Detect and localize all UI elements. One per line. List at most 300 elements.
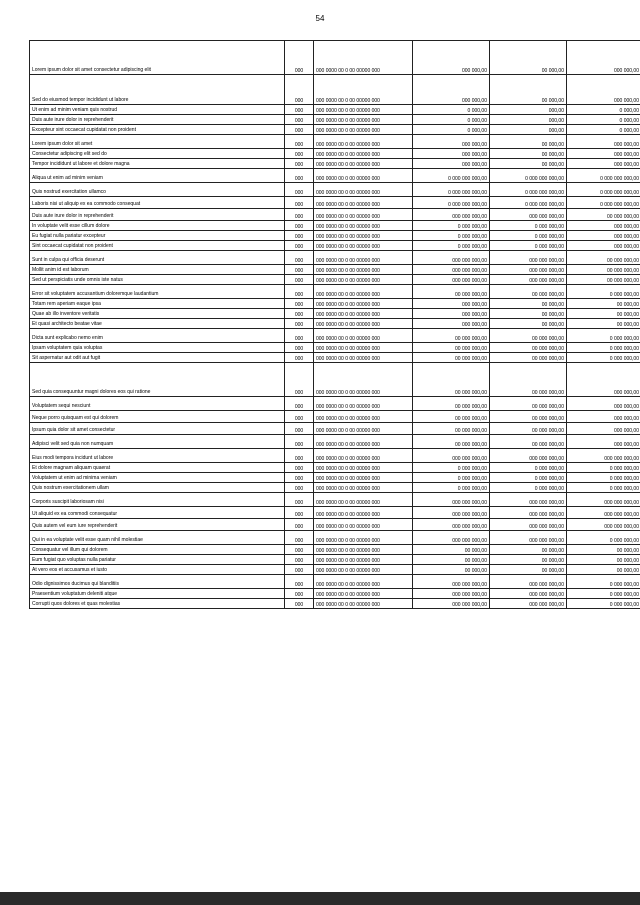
row-kbk-cell: 000 0000 00 0 00 00000 000 (314, 589, 413, 599)
row-code-cell: 000 (285, 115, 314, 125)
row-value-1-cell: 000 000 000,00 (413, 519, 490, 531)
row-value-3-cell: 00 000,00 (567, 565, 640, 575)
table-row (30, 265, 640, 275)
row-kbk-cell: 000 0000 00 0 00 00000 000 (314, 149, 413, 159)
row-code-cell: 000 (285, 135, 314, 149)
row-value-1-cell: 000 000 000,00 (413, 531, 490, 545)
row-kbk-cell: 000 0000 00 0 00 00000 000 (314, 125, 413, 135)
row-value-3-cell: 0 000 000 000,00 (567, 183, 640, 197)
row-code-cell: 000 (285, 309, 314, 319)
row-value-3-cell: 0 000 000,00 (567, 329, 640, 343)
row-value-2-cell: 00 000,00 (490, 159, 567, 169)
row-value-3-cell: 0 000 000 000,00 (567, 197, 640, 209)
row-kbk-cell: 000 0000 00 0 00 00000 000 (314, 41, 413, 75)
row-value-3-cell: 00 000 000,00 (567, 275, 640, 285)
row-name-cell: Duis aute irure dolor in reprehenderit (30, 115, 285, 125)
row-value-3-cell: 000 000 000,00 (567, 519, 640, 531)
row-value-2-cell: 00 000,00 (490, 555, 567, 565)
row-value-3-cell: 0 000 000,00 (567, 589, 640, 599)
row-code-cell: 000 (285, 169, 314, 183)
row-value-2-cell: 000 000 000,00 (490, 599, 567, 609)
row-value-3-cell: 000 000,00 (567, 135, 640, 149)
row-value-3-cell: 00 000,00 (567, 299, 640, 309)
row-kbk-cell: 000 0000 00 0 00 00000 000 (314, 463, 413, 473)
table-row (30, 565, 640, 575)
row-kbk-cell: 000 0000 00 0 00 00000 000 (314, 285, 413, 299)
row-kbk-cell: 000 0000 00 0 00 00000 000 (314, 411, 413, 423)
table-row (30, 411, 640, 423)
table-row (30, 449, 640, 463)
row-code-cell: 000 (285, 299, 314, 309)
row-value-2-cell: 00 000,00 (490, 545, 567, 555)
row-value-1-cell: 000 000 000,00 (413, 589, 490, 599)
table-row (30, 397, 640, 411)
row-code-cell: 000 (285, 397, 314, 411)
row-name-cell: Quae ab illo inventore veritatis (30, 309, 285, 319)
table-row (30, 599, 640, 609)
row-value-3-cell: 0 000,00 (567, 115, 640, 125)
row-kbk-cell: 000 0000 00 0 00 00000 000 (314, 241, 413, 251)
row-value-3-cell: 0 000,00 (567, 105, 640, 115)
table-row (30, 285, 640, 299)
row-value-3-cell: 0 000 000,00 (567, 575, 640, 589)
row-value-3-cell: 00 000 000,00 (567, 265, 640, 275)
row-kbk-cell: 000 0000 00 0 00 00000 000 (314, 135, 413, 149)
table-row (30, 507, 640, 519)
table-row (30, 363, 640, 397)
row-code-cell: 000 (285, 265, 314, 275)
row-value-2-cell: 00 000,00 (490, 565, 567, 575)
row-code-cell: 000 (285, 589, 314, 599)
table-row (30, 275, 640, 285)
row-name-cell: Laboris nisi ut aliquip ex ea commodo consequat (30, 197, 285, 209)
table-row (30, 41, 640, 75)
table-row (30, 463, 640, 473)
row-kbk-cell: 000 0000 00 0 00 00000 000 (314, 493, 413, 507)
row-value-1-cell: 0 000 000 000,00 (413, 169, 490, 183)
row-value-2-cell: 000 000 000,00 (490, 589, 567, 599)
row-name-cell: Sunt in culpa qui officia deserunt (30, 251, 285, 265)
row-value-1-cell: 00 000,00 (413, 545, 490, 555)
table-row (30, 531, 640, 545)
table-row (30, 209, 640, 221)
table-row (30, 473, 640, 483)
row-value-2-cell: 00 000 000,00 (490, 423, 567, 435)
row-value-3-cell: 0 000 000,00 (567, 353, 640, 363)
row-value-2-cell: 000 000 000,00 (490, 275, 567, 285)
scan-bottom-edge (0, 892, 640, 905)
row-kbk-cell: 000 0000 00 0 00 00000 000 (314, 209, 413, 221)
row-value-1-cell: 00 000 000,00 (413, 435, 490, 449)
row-kbk-cell: 000 0000 00 0 00 00000 000 (314, 575, 413, 589)
row-value-3-cell: 0 000 000 000,00 (567, 169, 640, 183)
row-value-3-cell: 000 000,00 (567, 159, 640, 169)
row-value-2-cell: 00 000,00 (490, 299, 567, 309)
row-value-3-cell: 0 000 000,00 (567, 483, 640, 493)
table-row (30, 329, 640, 343)
row-value-1-cell: 000 000 000,00 (413, 275, 490, 285)
row-value-3-cell: 000 000,00 (567, 363, 640, 397)
row-kbk-cell: 000 0000 00 0 00 00000 000 (314, 183, 413, 197)
row-value-2-cell: 0 000 000 000,00 (490, 183, 567, 197)
row-value-1-cell: 00 000 000,00 (413, 423, 490, 435)
row-code-cell: 000 (285, 493, 314, 507)
row-code-cell: 000 (285, 329, 314, 343)
row-name-cell: Et quasi architecto beatae vitae (30, 319, 285, 329)
row-value-1-cell: 00 000 000,00 (413, 353, 490, 363)
row-code-cell: 000 (285, 353, 314, 363)
row-code-cell: 000 (285, 555, 314, 565)
row-value-1-cell: 000 000,00 (413, 75, 490, 105)
row-value-1-cell: 0 000,00 (413, 125, 490, 135)
row-value-1-cell: 00 000 000,00 (413, 411, 490, 423)
row-kbk-cell: 000 0000 00 0 00 00000 000 (314, 545, 413, 555)
row-value-1-cell: 00 000 000,00 (413, 285, 490, 299)
row-value-2-cell: 0 000 000,00 (490, 221, 567, 231)
table-row (30, 125, 640, 135)
row-value-1-cell: 000 000,00 (413, 41, 490, 75)
row-value-1-cell: 0 000 000 000,00 (413, 183, 490, 197)
row-value-2-cell: 00 000 000,00 (490, 363, 567, 397)
table-row (30, 75, 640, 105)
row-value-2-cell: 000 000 000,00 (490, 265, 567, 275)
row-value-3-cell: 0 000,00 (567, 125, 640, 135)
row-value-2-cell: 0 000 000,00 (490, 231, 567, 241)
table-row (30, 353, 640, 363)
row-value-2-cell: 0 000 000 000,00 (490, 197, 567, 209)
row-kbk-cell: 000 0000 00 0 00 00000 000 (314, 599, 413, 609)
row-value-1-cell: 0 000 000,00 (413, 483, 490, 493)
row-code-cell: 000 (285, 435, 314, 449)
row-value-1-cell: 0 000 000,00 (413, 463, 490, 473)
row-value-2-cell: 00 000,00 (490, 41, 567, 75)
row-value-3-cell: 0 000 000,00 (567, 463, 640, 473)
row-value-2-cell: 000 000 000,00 (490, 209, 567, 221)
row-value-1-cell: 000 000,00 (413, 309, 490, 319)
row-name-cell: Duis aute irure dolor in reprehenderit (30, 209, 285, 221)
row-value-3-cell: 000 000,00 (567, 149, 640, 159)
row-kbk-cell: 000 0000 00 0 00 00000 000 (314, 353, 413, 363)
row-value-2-cell: 00 000 000,00 (490, 435, 567, 449)
row-value-1-cell: 000 000,00 (413, 135, 490, 149)
row-name-cell: Eum fugiat quo voluptas nulla pariatur (30, 555, 285, 565)
row-code-cell: 000 (285, 149, 314, 159)
row-name-cell: Sed ut perspiciatis unde omnis iste natus (30, 275, 285, 285)
row-name-cell: Voluptatem sequi nesciunt (30, 397, 285, 411)
row-value-3-cell: 000 000,00 (567, 435, 640, 449)
row-name-cell: Consequatur vel illum qui dolorem (30, 545, 285, 555)
page-number: 54 (315, 14, 325, 23)
row-value-3-cell: 000 000 000,00 (567, 493, 640, 507)
row-value-1-cell: 000 000 000,00 (413, 251, 490, 265)
row-kbk-cell: 000 0000 00 0 00 00000 000 (314, 435, 413, 449)
row-name-cell: Ipsum quia dolor sit amet consectetur (30, 423, 285, 435)
row-code-cell: 000 (285, 319, 314, 329)
row-kbk-cell: 000 0000 00 0 00 00000 000 (314, 221, 413, 231)
row-value-2-cell: 00 000,00 (490, 75, 567, 105)
row-value-2-cell: 00 000,00 (490, 309, 567, 319)
row-code-cell: 000 (285, 483, 314, 493)
row-kbk-cell: 000 0000 00 0 00 00000 000 (314, 329, 413, 343)
row-code-cell: 000 (285, 343, 314, 353)
row-value-1-cell: 0 000 000 000,00 (413, 197, 490, 209)
row-name-cell: Consectetur adipiscing elit sed do (30, 149, 285, 159)
row-value-1-cell: 000 000 000,00 (413, 493, 490, 507)
row-name-cell: Quis autem vel eum iure reprehenderit (30, 519, 285, 531)
row-name-cell: Dicta sunt explicabo nemo enim (30, 329, 285, 343)
row-name-cell: Ut aliquid ex ea commodi consequatur (30, 507, 285, 519)
row-code-cell: 000 (285, 463, 314, 473)
row-value-1-cell: 00 000 000,00 (413, 343, 490, 353)
row-name-cell: Odio dignissimos ducimus qui blanditiis (30, 575, 285, 589)
row-value-3-cell: 000 000 000,00 (567, 507, 640, 519)
table-row (30, 169, 640, 183)
row-code-cell: 000 (285, 197, 314, 209)
row-code-cell: 000 (285, 241, 314, 251)
table-row (30, 241, 640, 251)
row-value-2-cell: 00 000 000,00 (490, 397, 567, 411)
row-code-cell: 000 (285, 449, 314, 463)
row-value-1-cell: 000 000 000,00 (413, 449, 490, 463)
row-value-3-cell: 00 000 000,00 (567, 251, 640, 265)
row-kbk-cell: 000 0000 00 0 00 00000 000 (314, 449, 413, 463)
row-kbk-cell: 000 0000 00 0 00 00000 000 (314, 507, 413, 519)
table-row (30, 309, 640, 319)
row-value-3-cell: 000 000,00 (567, 411, 640, 423)
row-kbk-cell: 000 0000 00 0 00 00000 000 (314, 473, 413, 483)
row-name-cell: In voluptate velit esse cillum dolore (30, 221, 285, 231)
row-code-cell: 000 (285, 545, 314, 555)
row-code-cell: 000 (285, 209, 314, 221)
row-name-cell: Sed quia consequuntur magni dolores eos qui ratione (30, 363, 285, 397)
row-value-3-cell: 000 000,00 (567, 231, 640, 241)
row-value-1-cell: 00 000 000,00 (413, 363, 490, 397)
table-row (30, 115, 640, 125)
row-code-cell: 000 (285, 159, 314, 169)
row-code-cell: 000 (285, 221, 314, 231)
row-value-1-cell: 000 000 000,00 (413, 575, 490, 589)
table-row (30, 231, 640, 241)
row-name-cell: Sit aspernatur aut odit aut fugit (30, 353, 285, 363)
row-value-2-cell: 0 000 000,00 (490, 483, 567, 493)
row-code-cell: 000 (285, 285, 314, 299)
row-value-3-cell: 000 000,00 (567, 75, 640, 105)
budget-table (29, 40, 640, 609)
row-value-2-cell: 000 000 000,00 (490, 507, 567, 519)
table-row (30, 589, 640, 599)
row-code-cell: 000 (285, 519, 314, 531)
row-value-2-cell: 00 000,00 (490, 135, 567, 149)
row-value-2-cell: 000 000 000,00 (490, 519, 567, 531)
table-row (30, 197, 640, 209)
row-kbk-cell: 000 0000 00 0 00 00000 000 (314, 197, 413, 209)
table-row (30, 149, 640, 159)
row-code-cell: 000 (285, 565, 314, 575)
row-kbk-cell: 000 0000 00 0 00 00000 000 (314, 519, 413, 531)
row-name-cell: Voluptatem ut enim ad minima veniam (30, 473, 285, 483)
row-kbk-cell: 000 0000 00 0 00 00000 000 (314, 555, 413, 565)
row-kbk-cell: 000 0000 00 0 00 00000 000 (314, 115, 413, 125)
row-value-1-cell: 00 000 000,00 (413, 329, 490, 343)
row-value-1-cell: 0 000 000,00 (413, 241, 490, 251)
row-value-2-cell: 000,00 (490, 115, 567, 125)
row-value-3-cell: 0 000 000,00 (567, 531, 640, 545)
row-value-2-cell: 00 000 000,00 (490, 353, 567, 363)
row-value-3-cell: 00 000 000,00 (567, 209, 640, 221)
table-row (30, 575, 640, 589)
row-name-cell: Et dolore magnam aliquam quaerat (30, 463, 285, 473)
row-value-2-cell: 000,00 (490, 105, 567, 115)
row-kbk-cell: 000 0000 00 0 00 00000 000 (314, 159, 413, 169)
row-value-1-cell: 0 000,00 (413, 115, 490, 125)
row-name-cell: Eu fugiat nulla pariatur excepteur (30, 231, 285, 241)
row-name-cell: Ut enim ad minim veniam quis nostrud (30, 105, 285, 115)
row-value-3-cell: 0 000 000,00 (567, 473, 640, 483)
row-kbk-cell: 000 0000 00 0 00 00000 000 (314, 299, 413, 309)
row-value-3-cell: 00 000,00 (567, 319, 640, 329)
row-name-cell: Quis nostrum exercitationem ullam (30, 483, 285, 493)
row-value-2-cell: 00 000 000,00 (490, 411, 567, 423)
row-value-3-cell: 000 000,00 (567, 41, 640, 75)
row-code-cell: 000 (285, 423, 314, 435)
row-value-3-cell: 0 000 000,00 (567, 343, 640, 353)
row-kbk-cell: 000 0000 00 0 00 00000 000 (314, 231, 413, 241)
table-row (30, 105, 640, 115)
row-name-cell: Sed do eiusmod tempor incididunt ut labore (30, 75, 285, 105)
row-name-cell: Lorem ipsum dolor sit amet consectetur adipiscing elit (30, 41, 285, 75)
row-value-1-cell: 000 000,00 (413, 149, 490, 159)
row-value-2-cell: 000 000 000,00 (490, 449, 567, 463)
row-value-3-cell: 000 000,00 (567, 397, 640, 411)
row-kbk-cell: 000 0000 00 0 00 00000 000 (314, 309, 413, 319)
row-code-cell: 000 (285, 411, 314, 423)
row-value-2-cell: 0 000 000,00 (490, 241, 567, 251)
row-value-1-cell: 000 000 000,00 (413, 507, 490, 519)
row-value-2-cell: 000 000 000,00 (490, 493, 567, 507)
row-kbk-cell: 000 0000 00 0 00 00000 000 (314, 75, 413, 105)
row-kbk-cell: 000 0000 00 0 00 00000 000 (314, 565, 413, 575)
row-value-1-cell: 0 000 000,00 (413, 221, 490, 231)
table-row (30, 221, 640, 231)
row-code-cell: 000 (285, 363, 314, 397)
row-name-cell: Corporis suscipit laboriosam nisi (30, 493, 285, 507)
table-row (30, 183, 640, 197)
row-value-3-cell: 000 000,00 (567, 221, 640, 231)
table-row (30, 135, 640, 149)
row-code-cell: 000 (285, 183, 314, 197)
row-code-cell: 000 (285, 105, 314, 115)
table-row (30, 159, 640, 169)
row-value-2-cell: 0 000 000,00 (490, 463, 567, 473)
row-value-1-cell: 000 000 000,00 (413, 265, 490, 275)
row-value-1-cell: 0 000 000,00 (413, 473, 490, 483)
row-name-cell: Mollit anim id est laborum (30, 265, 285, 275)
row-name-cell: Eius modi tempora incidunt ut labore (30, 449, 285, 463)
row-kbk-cell: 000 0000 00 0 00 00000 000 (314, 531, 413, 545)
row-name-cell: Praesentium voluptatum deleniti atque (30, 589, 285, 599)
row-name-cell: At vero eos et accusamus et iusto (30, 565, 285, 575)
row-value-1-cell: 0 000 000,00 (413, 231, 490, 241)
row-value-3-cell: 000 000,00 (567, 423, 640, 435)
table-row (30, 483, 640, 493)
row-kbk-cell: 000 0000 00 0 00 00000 000 (314, 343, 413, 353)
row-value-1-cell: 00 000,00 (413, 555, 490, 565)
row-kbk-cell: 000 0000 00 0 00 00000 000 (314, 363, 413, 397)
row-value-1-cell: 000 000,00 (413, 299, 490, 309)
row-kbk-cell: 000 0000 00 0 00 00000 000 (314, 251, 413, 265)
table-row (30, 251, 640, 265)
row-name-cell: Sint occaecat cupidatat non proident (30, 241, 285, 251)
row-code-cell: 000 (285, 275, 314, 285)
row-name-cell: Corrupti quos dolores et quas molestias (30, 599, 285, 609)
table-row (30, 319, 640, 329)
row-value-1-cell: 000 000 000,00 (413, 599, 490, 609)
row-value-3-cell: 0 000 000,00 (567, 599, 640, 609)
row-value-1-cell: 00 000 000,00 (413, 397, 490, 411)
table-row (30, 299, 640, 309)
row-value-3-cell: 00 000,00 (567, 555, 640, 565)
row-kbk-cell: 000 0000 00 0 00 00000 000 (314, 423, 413, 435)
row-name-cell: Ipsam voluptatem quia voluptas (30, 343, 285, 353)
row-code-cell: 000 (285, 231, 314, 241)
table-row (30, 555, 640, 565)
row-name-cell: Quis nostrud exercitation ullamco (30, 183, 285, 197)
table-row (30, 343, 640, 353)
row-name-cell: Tempor incididunt ut labore et dolore magna (30, 159, 285, 169)
row-value-3-cell: 000 000 000,00 (567, 449, 640, 463)
row-code-cell: 000 (285, 75, 314, 105)
row-value-1-cell: 000 000,00 (413, 159, 490, 169)
row-code-cell: 000 (285, 473, 314, 483)
row-code-cell: 000 (285, 507, 314, 519)
row-name-cell: Neque porro quisquam est qui dolorem (30, 411, 285, 423)
row-code-cell: 000 (285, 251, 314, 265)
row-name-cell: Excepteur sint occaecat cupidatat non proident (30, 125, 285, 135)
budget-table-body (30, 41, 640, 609)
row-name-cell: Totam rem aperiam eaque ipsa (30, 299, 285, 309)
row-code-cell: 000 (285, 531, 314, 545)
row-name-cell: Adipisci velit sed quia non numquam (30, 435, 285, 449)
row-name-cell: Lorem ipsum dolor sit amet (30, 135, 285, 149)
row-code-cell: 000 (285, 41, 314, 75)
table-row (30, 545, 640, 555)
row-kbk-cell: 000 0000 00 0 00 00000 000 (314, 275, 413, 285)
table-row (30, 435, 640, 449)
table-row (30, 493, 640, 507)
row-value-2-cell: 000,00 (490, 125, 567, 135)
row-value-2-cell: 00 000 000,00 (490, 343, 567, 353)
row-value-2-cell: 000 000 000,00 (490, 251, 567, 265)
row-value-3-cell: 000 000,00 (567, 241, 640, 251)
row-value-2-cell: 00 000 000,00 (490, 329, 567, 343)
row-value-2-cell: 0 000 000 000,00 (490, 169, 567, 183)
row-kbk-cell: 000 0000 00 0 00 00000 000 (314, 265, 413, 275)
row-value-1-cell: 000 000,00 (413, 319, 490, 329)
table-row (30, 423, 640, 435)
row-name-cell: Aliqua ut enim ad minim veniam (30, 169, 285, 183)
row-value-2-cell: 0 000 000,00 (490, 473, 567, 483)
row-value-1-cell: 0 000,00 (413, 105, 490, 115)
row-value-2-cell: 00 000 000,00 (490, 285, 567, 299)
row-kbk-cell: 000 0000 00 0 00 00000 000 (314, 397, 413, 411)
row-value-3-cell: 0 000 000,00 (567, 285, 640, 299)
row-kbk-cell: 000 0000 00 0 00 00000 000 (314, 319, 413, 329)
row-kbk-cell: 000 0000 00 0 00 00000 000 (314, 105, 413, 115)
row-value-1-cell: 00 000,00 (413, 565, 490, 575)
row-value-2-cell: 000 000 000,00 (490, 531, 567, 545)
table-row (30, 519, 640, 531)
row-code-cell: 000 (285, 575, 314, 589)
